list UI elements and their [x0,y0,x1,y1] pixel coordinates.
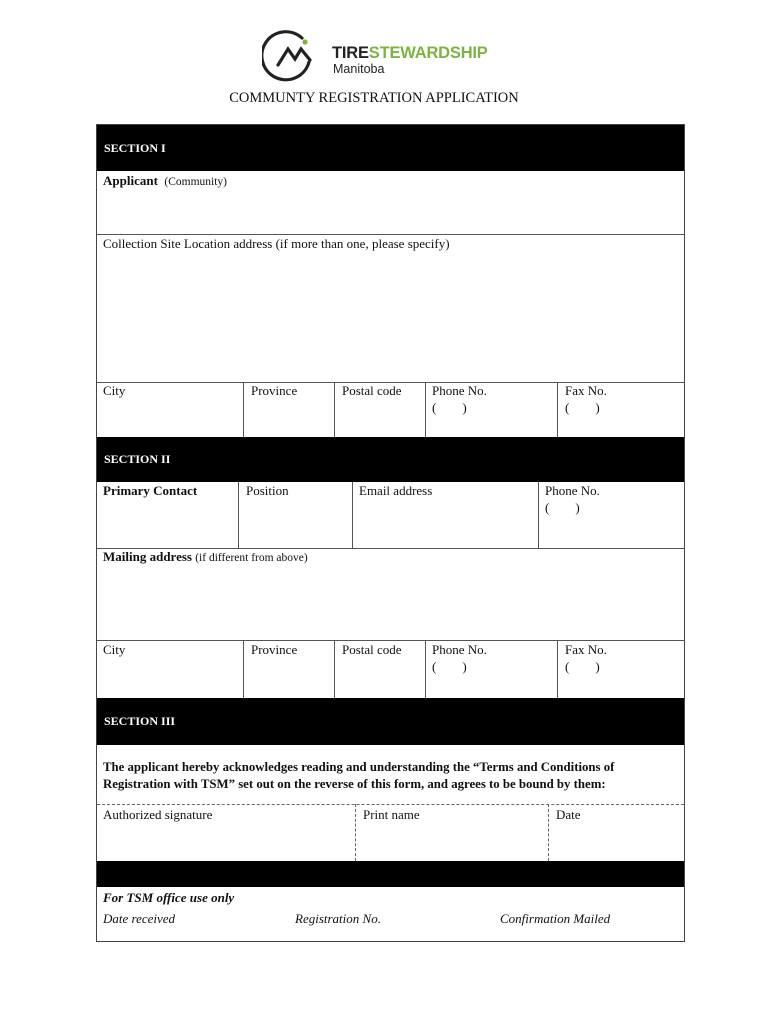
email-field[interactable]: Email address [359,483,433,498]
mailing-address-field[interactable]: Mailing address (if different from above) [103,549,308,564]
confirmation-mailed-field: Confirmation Mailed [500,911,611,926]
section-2-header: SECTION II [97,437,684,482]
postal-code-field[interactable]: Postal code [342,383,402,398]
mailing-province-field[interactable]: Province [251,642,298,657]
acknowledgement-text: The applicant hereby acknowledges reading and understanding the “Terms and Conditions of Registration with TSM” set out on the reverse of this form, and agrees to be bound by them: [103,760,615,791]
date-field[interactable]: Date [556,807,581,822]
divider [97,640,684,641]
print-name-field[interactable]: Print name [363,807,420,822]
section-1-header: SECTION I [97,125,684,171]
phone-field[interactable]: Phone No. [432,383,487,398]
phone-area-code: ( ) [432,400,467,415]
applicant-field[interactable]: Applicant (Community) [103,173,228,188]
logo-mark-icon [262,32,310,80]
section-3-header: SECTION III [97,698,684,745]
position-field[interactable]: Position [246,483,289,498]
province-field[interactable]: Province [251,383,298,398]
logo-dot-icon [302,39,307,44]
collection-site-field[interactable]: Collection Site Location address (if more than one, please specify) [103,236,450,251]
mailing-postal-field[interactable]: Postal code [342,642,402,657]
office-header-bar [97,861,684,887]
mailing-city-field[interactable]: City [103,642,126,657]
fax-field[interactable]: Fax No. [565,383,607,398]
divider [97,804,684,805]
primary-contact-field[interactable]: Primary Contact [103,483,198,498]
logo-wordmark: TIRESTEWARDSHIP [332,44,488,62]
contact-phone-area-code: ( ) [545,500,580,515]
mailing-fax-area-code: ( ) [565,659,600,674]
mailing-phone-area-code: ( ) [432,659,467,674]
registration-no-field: Registration No. [295,911,381,926]
authorized-signature-field[interactable]: Authorized signature [103,807,213,822]
registration-form [96,124,685,942]
city-field[interactable]: City [103,383,126,398]
office-use-heading: For TSM office use only [103,890,235,905]
mailing-phone-field[interactable]: Phone No. [432,642,487,657]
fax-area-code: ( ) [565,400,600,415]
contact-phone-field[interactable]: Phone No. [545,483,600,498]
mailing-fax-field[interactable]: Fax No. [565,642,607,657]
logo-region: Manitoba [333,62,385,76]
date-received-field: Date received [103,911,176,926]
form-title: COMMUNTY REGISTRATION APPLICATION [229,90,519,106]
divider [97,234,684,235]
